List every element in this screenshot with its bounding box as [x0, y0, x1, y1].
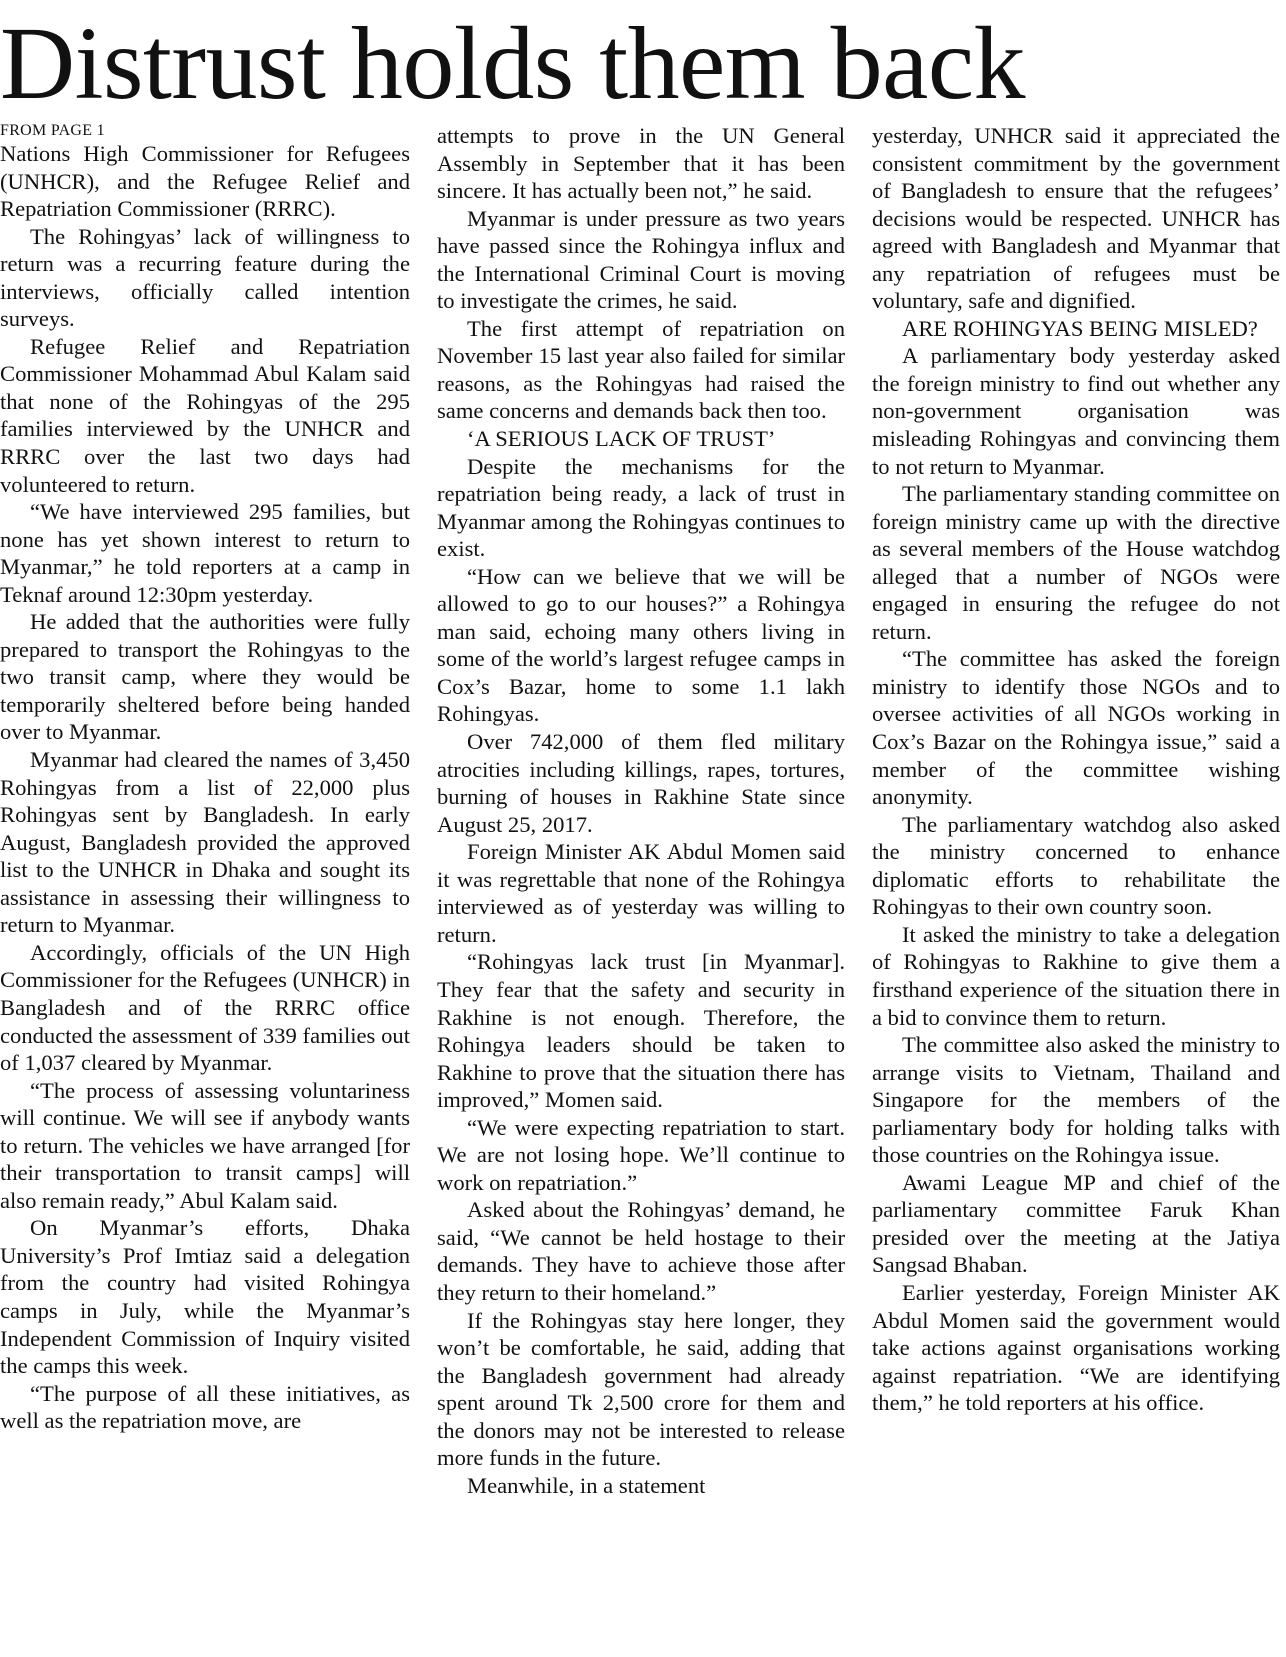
- paragraph: Myanmar had cleared the names of 3,450 Rohingyas from a list of 22,000 plus Rohingyas sent by Bangladesh. In early August, Bangladesh provided the approved list to the UNHCR in Dhaka and sought its assistance in assessing their willingness to return to Myanmar.: [0, 747, 410, 938]
- paragraph: The first attempt of repatriation on November 15 last year also failed for similar reasons, as the Rohingyas had raised the same concerns and demands back then too.: [437, 315, 845, 424]
- paragraph: A parliamentary body yesterday asked the foreign ministry to find out whether any non-government organisation was misleading Rohingyas and convincing them to not return to Myanmar.: [872, 343, 1280, 479]
- paragraph: yesterday, UNHCR said it appreciated the consistent commitment by the government of Bangladesh to ensure that the refugees’ decisions would be respected. UNHCR has agreed with Bangladesh and Myanmar that any repatriation of refugees must be voluntary, safe and dignified.: [872, 123, 1280, 314]
- paragraph: “Rohingyas lack trust [in Myanmar]. They fear that the safety and security in Rakhine is not enough. Therefore, the Rohingya leaders should be taken to Rakhine to prove that the situation there has improved,” Momen said.: [437, 949, 845, 1113]
- subheading: ARE ROHINGYAS BEING MISLED?: [902, 315, 1258, 341]
- paragraph: The parliamentary standing committee on foreign ministry came up with the directive as several members of the House watchdog alleged that a number of NGOs were engaged in ensuring the refugee do not return.: [872, 481, 1280, 644]
- paragraph: Asked about the Rohingyas’ demand, he said, “We cannot be held hostage to their demands. They have to achieve those after they return to their homeland.”: [437, 1197, 845, 1305]
- paragraph: Earlier yesterday, Foreign Minister AK Abdul Momen said the government would take actions against organisations working against repatriation. “We are identifying them,” he told reporters at his office.: [872, 1279, 1280, 1416]
- paragraph: “We were expecting repatriation to start. We are not losing hope. We’ll continue to work on repatriation.”: [437, 1114, 845, 1195]
- paragraph: On Myanmar’s efforts, Dhaka University’s Prof Imtiaz said a delegation from the country had visited Rohingya camps in July, while the Myanmar’s Independent Commission of Inquiry visited the camps this week.: [0, 1215, 410, 1379]
- paragraph: Meanwhile, in a statement: [467, 1472, 706, 1498]
- paragraph: “The process of assessing voluntariness will continue. We will see if anybody wants to return. The vehicles we have arranged [for their transportation to transit camps] will also remain ready,” Abul Kalam said.: [0, 1077, 410, 1213]
- paragraph: The parliamentary watchdog also asked the ministry concerned to enhance diplomatic efforts to rehabilitate the Rohingyas to their own country soon.: [872, 811, 1280, 920]
- article-column-3: [872, 122, 1280, 1417]
- paragraph: Myanmar is under pressure as two years have passed since the Rohingya influx and the International Criminal Court is moving to investigate the crimes, he said.: [437, 205, 845, 314]
- jump-kicker: FROM PAGE 1: [0, 122, 105, 139]
- paragraph: Foreign Minister AK Abdul Momen said it was regrettable that none of the Rohingya interviewed as of yesterday was willing to return.: [437, 839, 845, 947]
- paragraph: Despite the mechanisms for the repatriation being ready, a lack of trust in Myanmar among the Rohingyas continues to exist.: [437, 453, 845, 562]
- paragraph: Refugee Relief and Repatriation Commissioner Mohammad Abul Kalam said that none of the Rohingyas of the 295 families interviewed by the UNHCR and RRRC over the last two days had volunteered to return.: [0, 333, 410, 497]
- paragraph: He added that the authorities were fully prepared to transport the Rohingyas to the two transit camp, where they would be temporarily sheltered before being handed over to Myanmar.: [0, 609, 410, 745]
- paragraph: If the Rohingyas stay here longer, they won’t be comfortable, he said, adding that the Bangladesh government had already spent around Tk 2,500 crore for them and the donors may not be interested to release more funds in the future.: [437, 1307, 845, 1471]
- paragraph: “The purpose of all these initiatives, as well as the repatriation move, are: [0, 1380, 410, 1434]
- paragraph: “How can we believe that we will be allowed to go to our houses?” a Rohingya man said, echoing many others living in some of the world’s largest refugee camps in Cox’s Bazar, home to some 1.1 lakh Rohingyas.: [437, 563, 845, 727]
- article-column-2: [437, 122, 845, 1499]
- paragraph: Over 742,000 of them fled military atrocities including killings, rapes, tortures, burning of houses in Rakhine State since August 25, 2017.: [437, 729, 845, 837]
- paragraph: “We have interviewed 295 families, but none has yet shown interest to return to Myanmar,” he told reporters at a camp in Teknaf around 12:30pm yesterday.: [0, 499, 410, 607]
- paragraph: The committee also asked the ministry to arrange visits to Vietnam, Thailand and Singapore for the members of the parliamentary body for holding talks with those countries on the Rohingya issue.: [872, 1032, 1280, 1168]
- paragraph: Nations High Commissioner for Refugees (UNHCR), and the Refugee Relief and Repatriation Commissioner (RRRC).: [0, 141, 410, 222]
- paragraph: It asked the ministry to take a delegation of Rohingyas to Rakhine to give them a firsthand experience of the situation there in a bid to convince them to return.: [872, 921, 1280, 1030]
- paragraph: “The committee has asked the foreign ministry to identify those NGOs and to oversee activities of all NGOs working in Cox’s Bazar on the Rohingya issue,” said a member of the committee wishing anonymity.: [872, 646, 1280, 810]
- subheading: ‘A SERIOUS LACK OF TRUST’: [467, 426, 776, 452]
- paragraph: attempts to prove in the UN General Assembly in September that it has been sincere. It has actually been not,” he said.: [437, 123, 845, 204]
- article-column-1: [0, 122, 410, 1435]
- paragraph: Accordingly, officials of the UN High Commissioner for the Refugees (UNHCR) in Bangladesh and of the RRRC office conducted the assessment of 339 families out of 1,037 cleared by Myanmar.: [0, 939, 410, 1076]
- paragraph: Awami League MP and chief of the parliamentary committee Faruk Khan presided over the meeting at the Jatiya Sangsad Bhaban.: [872, 1169, 1280, 1278]
- headline: Distrust holds them back: [0, 6, 1026, 121]
- paragraph: The Rohingyas’ lack of willingness to return was a recurring feature during the interviews, officially called intention surveys.: [0, 223, 410, 332]
